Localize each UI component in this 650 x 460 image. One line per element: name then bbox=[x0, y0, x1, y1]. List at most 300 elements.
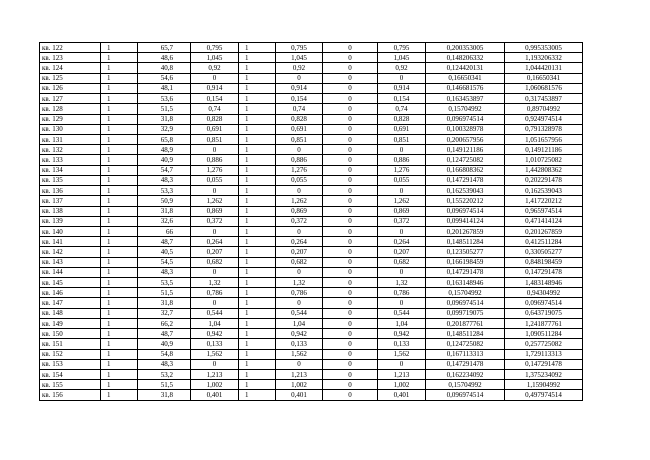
table-cell: 32,6 bbox=[138, 216, 191, 226]
table-cell: 1 bbox=[101, 83, 138, 93]
table-row bbox=[40, 257, 583, 267]
table-cell: 0 bbox=[191, 186, 239, 196]
table-cell: 0,162539043 bbox=[426, 186, 505, 196]
table-cell: 1 bbox=[101, 186, 138, 196]
table-cell: 1,262 bbox=[276, 196, 323, 206]
table-cell: 1,044420131 bbox=[505, 63, 583, 73]
table-row bbox=[40, 165, 583, 175]
table-cell: 0,643719075 bbox=[505, 308, 583, 318]
table-cell: 0,147291478 bbox=[505, 267, 583, 277]
table-row bbox=[40, 63, 583, 73]
table-cell: 0,096974514 bbox=[426, 114, 505, 124]
table-cell: 0,166198459 bbox=[426, 257, 505, 267]
table-cell: 1,442808362 bbox=[505, 165, 583, 175]
table-cell: 1 bbox=[239, 124, 276, 134]
table-cell: кв. 152 bbox=[40, 349, 101, 359]
table-cell: 0,257725082 bbox=[505, 339, 583, 349]
table-cell: 0,317453897 bbox=[505, 94, 583, 104]
table-cell: 1 bbox=[239, 216, 276, 226]
table-cell: 1 bbox=[101, 196, 138, 206]
table-cell: 0,154 bbox=[378, 94, 426, 104]
table-cell: 1,276 bbox=[378, 165, 426, 175]
table-cell: 1 bbox=[239, 134, 276, 144]
table-cell: 1 bbox=[239, 257, 276, 267]
table-cell: 1 bbox=[239, 380, 276, 390]
table-cell: 0,942 bbox=[378, 329, 426, 339]
table-cell: 0,795 bbox=[276, 43, 323, 53]
table-cell: кв. 122 bbox=[40, 43, 101, 53]
table-cell: 1,193206332 bbox=[505, 53, 583, 63]
table-cell: 0 bbox=[276, 267, 323, 277]
table-row bbox=[40, 370, 583, 380]
table-cell: 0 bbox=[323, 339, 378, 349]
table-cell: кв. 134 bbox=[40, 165, 101, 175]
table-cell: 0,147291478 bbox=[426, 359, 505, 369]
table-cell: 1 bbox=[239, 94, 276, 104]
table-cell: 0,124725082 bbox=[426, 339, 505, 349]
table-cell: 0,133 bbox=[378, 339, 426, 349]
table-cell: 0,155220212 bbox=[426, 196, 505, 206]
table-cell: 0,886 bbox=[378, 155, 426, 165]
table-cell: кв. 133 bbox=[40, 155, 101, 165]
table-cell: 0 bbox=[323, 145, 378, 155]
table-cell: 0,133 bbox=[191, 339, 239, 349]
table-cell: 0,691 bbox=[191, 124, 239, 134]
table-cell: 0 bbox=[323, 370, 378, 380]
table-row bbox=[40, 124, 583, 134]
table-cell: 1,051657956 bbox=[505, 134, 583, 144]
table-row bbox=[40, 196, 583, 206]
table-cell: 0,264 bbox=[191, 237, 239, 247]
table-cell: 0,786 bbox=[276, 288, 323, 298]
table-cell: 0,691 bbox=[276, 124, 323, 134]
table-cell: 0,200353005 bbox=[426, 43, 505, 53]
table-cell: 51,5 bbox=[138, 104, 191, 114]
table-cell: 1,562 bbox=[276, 349, 323, 359]
table-cell: 1 bbox=[239, 114, 276, 124]
table-cell: 0 bbox=[323, 226, 378, 236]
table-cell: 1 bbox=[101, 380, 138, 390]
table-cell: 48,1 bbox=[138, 83, 191, 93]
table-cell: кв. 139 bbox=[40, 216, 101, 226]
table-cell: 1 bbox=[239, 247, 276, 257]
table-cell: 0 bbox=[323, 53, 378, 63]
table-cell: 1,213 bbox=[276, 370, 323, 380]
table-cell: 0,965974514 bbox=[505, 206, 583, 216]
table-cell: 1,010725082 bbox=[505, 155, 583, 165]
table-cell: 0,15704992 bbox=[426, 104, 505, 114]
table-cell: 1 bbox=[101, 165, 138, 175]
table-cell: 1,045 bbox=[191, 53, 239, 63]
table-row bbox=[40, 186, 583, 196]
table-cell: 0 bbox=[378, 145, 426, 155]
table-cell: 0,330505277 bbox=[505, 247, 583, 257]
table-cell: 0,163148946 bbox=[426, 278, 505, 288]
table-cell: 0,147291478 bbox=[426, 267, 505, 277]
table-cell: кв. 125 bbox=[40, 73, 101, 83]
table-cell: 0,200657956 bbox=[426, 134, 505, 144]
table-row bbox=[40, 318, 583, 328]
table-cell: 0,401 bbox=[191, 390, 239, 400]
table-cell: 48,7 bbox=[138, 329, 191, 339]
table-cell: 0 bbox=[323, 186, 378, 196]
table-cell: 1 bbox=[101, 318, 138, 328]
table-cell: кв. 156 bbox=[40, 390, 101, 400]
table-cell: 0 bbox=[323, 288, 378, 298]
table-cell: 0,372 bbox=[276, 216, 323, 226]
table-cell: 0 bbox=[323, 175, 378, 185]
table-cell: 1 bbox=[101, 359, 138, 369]
table-cell: 0,207 bbox=[276, 247, 323, 257]
table-cell: 1 bbox=[101, 206, 138, 216]
table-cell: 0,869 bbox=[276, 206, 323, 216]
apartment-table bbox=[39, 42, 583, 401]
table-cell: 0,166808362 bbox=[426, 165, 505, 175]
table-cell: 0,202291478 bbox=[505, 175, 583, 185]
table-row bbox=[40, 390, 583, 400]
table-cell: 0,124725082 bbox=[426, 155, 505, 165]
table-row bbox=[40, 175, 583, 185]
table-cell: 1 bbox=[239, 104, 276, 114]
table-cell: 0,942 bbox=[191, 329, 239, 339]
table-cell: 0,154 bbox=[276, 94, 323, 104]
table-cell: 1 bbox=[101, 237, 138, 247]
table-cell: 1,32 bbox=[191, 278, 239, 288]
table-cell: 1 bbox=[239, 278, 276, 288]
table-cell: 0,264 bbox=[276, 237, 323, 247]
table-cell: кв. 155 bbox=[40, 380, 101, 390]
table-cell: 0 bbox=[323, 83, 378, 93]
table-cell: 1 bbox=[239, 63, 276, 73]
table-cell: 0 bbox=[276, 73, 323, 83]
table-row bbox=[40, 134, 583, 144]
table-cell: 0,412511284 bbox=[505, 237, 583, 247]
table-cell: 1 bbox=[101, 145, 138, 155]
table-cell: 0,096974514 bbox=[426, 298, 505, 308]
table-cell: 0,92 bbox=[191, 63, 239, 73]
table-cell: 48,9 bbox=[138, 145, 191, 155]
table-cell: 1,15904992 bbox=[505, 380, 583, 390]
table-cell: кв. 146 bbox=[40, 288, 101, 298]
table-cell: 0,147291478 bbox=[505, 359, 583, 369]
table-cell: 1 bbox=[239, 339, 276, 349]
table-row bbox=[40, 349, 583, 359]
table-cell: 40,9 bbox=[138, 155, 191, 165]
table-cell: 0,148511284 bbox=[426, 237, 505, 247]
table-cell: 0,544 bbox=[191, 308, 239, 318]
table-cell: 0 bbox=[276, 298, 323, 308]
table-cell: 0 bbox=[323, 380, 378, 390]
table-cell: 48,3 bbox=[138, 175, 191, 185]
table-cell: 65,7 bbox=[138, 43, 191, 53]
table-cell: кв. 135 bbox=[40, 175, 101, 185]
table-cell: 0,544 bbox=[378, 308, 426, 318]
table-cell: кв. 148 bbox=[40, 308, 101, 318]
table-cell: 1,262 bbox=[191, 196, 239, 206]
table-row bbox=[40, 267, 583, 277]
table-cell: 1 bbox=[239, 359, 276, 369]
table-cell: 0,100328978 bbox=[426, 124, 505, 134]
table-cell: 0,096974514 bbox=[505, 298, 583, 308]
table-cell: 0 bbox=[378, 359, 426, 369]
table-cell: кв. 142 bbox=[40, 247, 101, 257]
table-cell: 0,682 bbox=[191, 257, 239, 267]
table-cell: 1,262 bbox=[378, 196, 426, 206]
table-cell: 0 bbox=[323, 114, 378, 124]
table-cell: 0 bbox=[323, 134, 378, 144]
table-cell: 0,869 bbox=[191, 206, 239, 216]
table-cell: 0,16650341 bbox=[505, 73, 583, 83]
table-cell: 1 bbox=[101, 134, 138, 144]
table-cell: кв. 144 bbox=[40, 267, 101, 277]
table-row bbox=[40, 216, 583, 226]
table-cell: 0,828 bbox=[191, 114, 239, 124]
table-cell: 0,544 bbox=[276, 308, 323, 318]
table-cell: 0 bbox=[323, 63, 378, 73]
table-row bbox=[40, 53, 583, 63]
table-cell: 1 bbox=[101, 63, 138, 73]
table-cell: 1 bbox=[101, 226, 138, 236]
table-cell: 1 bbox=[239, 308, 276, 318]
table-cell: кв. 138 bbox=[40, 206, 101, 216]
table-cell: 1 bbox=[101, 104, 138, 114]
table-cell: 0,201267859 bbox=[426, 226, 505, 236]
table-cell: 1,32 bbox=[378, 278, 426, 288]
table-cell: 0 bbox=[323, 298, 378, 308]
table-row bbox=[40, 247, 583, 257]
table-cell: 1 bbox=[101, 114, 138, 124]
table-cell: 0,201877761 bbox=[426, 318, 505, 328]
table-cell: 0,786 bbox=[191, 288, 239, 298]
table-cell: 0,828 bbox=[378, 114, 426, 124]
table-cell: 66 bbox=[138, 226, 191, 236]
table-cell: 1 bbox=[101, 278, 138, 288]
table-cell: 1 bbox=[101, 370, 138, 380]
table-cell: 0,869 bbox=[378, 206, 426, 216]
table-cell: 0 bbox=[276, 226, 323, 236]
table-cell: 1 bbox=[239, 237, 276, 247]
table-cell: 0,201267859 bbox=[505, 226, 583, 236]
table-cell: 0 bbox=[323, 359, 378, 369]
table-cell: 0 bbox=[323, 257, 378, 267]
table-cell: кв. 123 bbox=[40, 53, 101, 63]
table-cell: 0 bbox=[323, 267, 378, 277]
table-cell: 0 bbox=[323, 124, 378, 134]
table-cell: 0,92 bbox=[378, 63, 426, 73]
table-cell: 1 bbox=[101, 339, 138, 349]
table-cell: 0,148511284 bbox=[426, 329, 505, 339]
table-cell: 1 bbox=[239, 155, 276, 165]
table-cell: 0 bbox=[276, 145, 323, 155]
table-cell: 1,002 bbox=[191, 380, 239, 390]
table-cell: 0,264 bbox=[378, 237, 426, 247]
table-cell: 0 bbox=[323, 247, 378, 257]
table-cell: 0,15704992 bbox=[426, 288, 505, 298]
table-cell: 1 bbox=[101, 216, 138, 226]
table-cell: 1,276 bbox=[276, 165, 323, 175]
table-cell: 1 bbox=[101, 288, 138, 298]
table-cell: 54,6 bbox=[138, 73, 191, 83]
table-cell: 0,096974514 bbox=[426, 206, 505, 216]
table-cell: 0,162539043 bbox=[505, 186, 583, 196]
table-cell: 0 bbox=[378, 298, 426, 308]
table-cell: 1 bbox=[239, 145, 276, 155]
table-cell: 0,851 bbox=[191, 134, 239, 144]
table-cell: 0 bbox=[378, 73, 426, 83]
table-cell: 0,924974514 bbox=[505, 114, 583, 124]
table-cell: 0,682 bbox=[378, 257, 426, 267]
table-row bbox=[40, 308, 583, 318]
table-cell: 0,16650341 bbox=[426, 73, 505, 83]
table-cell: кв. 154 bbox=[40, 370, 101, 380]
table-cell: 1 bbox=[239, 83, 276, 93]
table-cell: кв. 136 bbox=[40, 186, 101, 196]
table-cell: 0 bbox=[323, 390, 378, 400]
table-cell: 1,002 bbox=[378, 380, 426, 390]
table-cell: 1 bbox=[101, 73, 138, 83]
table-cell: 0,74 bbox=[276, 104, 323, 114]
table-cell: кв. 149 bbox=[40, 318, 101, 328]
table-cell: 1,04 bbox=[191, 318, 239, 328]
table-cell: кв. 153 bbox=[40, 359, 101, 369]
table-cell: 0,055 bbox=[378, 175, 426, 185]
table-cell: 0,055 bbox=[276, 175, 323, 185]
table-cell: 53,3 bbox=[138, 186, 191, 196]
table-cell: 0 bbox=[378, 267, 426, 277]
table-cell: 1 bbox=[101, 267, 138, 277]
table-cell: 0 bbox=[191, 298, 239, 308]
table-row bbox=[40, 94, 583, 104]
table-cell: 0,791328978 bbox=[505, 124, 583, 134]
table-cell: 0,133 bbox=[276, 339, 323, 349]
table-cell: 1 bbox=[239, 349, 276, 359]
table-cell: 0,123505277 bbox=[426, 247, 505, 257]
table-cell: 0,497974514 bbox=[505, 390, 583, 400]
table-cell: 1,04 bbox=[276, 318, 323, 328]
table-cell: 0,691 bbox=[378, 124, 426, 134]
table-row bbox=[40, 145, 583, 155]
table-cell: 1 bbox=[239, 165, 276, 175]
table-cell: 0 bbox=[323, 155, 378, 165]
table-cell: 1,241877761 bbox=[505, 318, 583, 328]
table-cell: 1,045 bbox=[378, 53, 426, 63]
table-cell: 0,401 bbox=[378, 390, 426, 400]
table-cell: 48,7 bbox=[138, 237, 191, 247]
table-cell: кв. 128 bbox=[40, 104, 101, 114]
table-cell: 1 bbox=[239, 329, 276, 339]
table-cell: 0,786 bbox=[378, 288, 426, 298]
table-cell: 48,3 bbox=[138, 359, 191, 369]
table-cell: 66,2 bbox=[138, 318, 191, 328]
table-cell: 1,562 bbox=[191, 349, 239, 359]
table-cell: 31,8 bbox=[138, 390, 191, 400]
table-cell: 0 bbox=[191, 145, 239, 155]
table-cell: 1 bbox=[101, 298, 138, 308]
table-cell: 0,914 bbox=[191, 83, 239, 93]
table-cell: 0 bbox=[323, 94, 378, 104]
table-cell: 0,795 bbox=[378, 43, 426, 53]
table-cell: 0,886 bbox=[276, 155, 323, 165]
table-cell: 65,8 bbox=[138, 134, 191, 144]
table-cell: 1,213 bbox=[378, 370, 426, 380]
table-cell: 0,096974514 bbox=[426, 390, 505, 400]
table-cell: 48,3 bbox=[138, 267, 191, 277]
table-cell: 1 bbox=[101, 349, 138, 359]
table-cell: 1 bbox=[239, 43, 276, 53]
table-cell: 0 bbox=[323, 206, 378, 216]
table-cell: 0,162234092 bbox=[426, 370, 505, 380]
table-cell: 1 bbox=[101, 94, 138, 104]
table-cell: 0,149121186 bbox=[505, 145, 583, 155]
table-cell: 0 bbox=[378, 226, 426, 236]
table-cell: 0,795 bbox=[191, 43, 239, 53]
table-cell: 0 bbox=[323, 318, 378, 328]
table-cell: 0,372 bbox=[191, 216, 239, 226]
table-cell: 31,8 bbox=[138, 114, 191, 124]
table-cell: 0,94304992 bbox=[505, 288, 583, 298]
table-cell: 0,207 bbox=[378, 247, 426, 257]
table-row bbox=[40, 359, 583, 369]
table-cell: 0 bbox=[323, 165, 378, 175]
table-cell: 1 bbox=[101, 247, 138, 257]
table-cell: 0,372 bbox=[378, 216, 426, 226]
table-cell: 0,207 bbox=[191, 247, 239, 257]
table-cell: 50,9 bbox=[138, 196, 191, 206]
table-cell: 40,8 bbox=[138, 63, 191, 73]
table-cell: 0 bbox=[276, 359, 323, 369]
table-cell: 53,6 bbox=[138, 94, 191, 104]
table-cell: 53,5 bbox=[138, 278, 191, 288]
table-cell: 0,148206332 bbox=[426, 53, 505, 63]
table-cell: 0,099719075 bbox=[426, 308, 505, 318]
table-cell: кв. 145 bbox=[40, 278, 101, 288]
table-cell: 1 bbox=[101, 155, 138, 165]
table-cell: 1 bbox=[101, 43, 138, 53]
table-cell: 0 bbox=[323, 278, 378, 288]
table-row bbox=[40, 298, 583, 308]
table-row bbox=[40, 380, 583, 390]
table-cell: 48,6 bbox=[138, 53, 191, 63]
table-cell: 0,146681576 bbox=[426, 83, 505, 93]
table-cell: 0,682 bbox=[276, 257, 323, 267]
table-cell: 1 bbox=[239, 390, 276, 400]
table-cell: 32,9 bbox=[138, 124, 191, 134]
table-cell: 1 bbox=[101, 124, 138, 134]
table-cell: 1,045 bbox=[276, 53, 323, 63]
table-cell: 1,002 bbox=[276, 380, 323, 390]
table-cell: кв. 129 bbox=[40, 114, 101, 124]
table-cell: 51,5 bbox=[138, 288, 191, 298]
table-cell: 1 bbox=[239, 298, 276, 308]
table-cell: 0,149121186 bbox=[426, 145, 505, 155]
table-row bbox=[40, 288, 583, 298]
table-cell: 0 bbox=[378, 186, 426, 196]
table-cell: 1 bbox=[101, 329, 138, 339]
table-cell: 1,060681576 bbox=[505, 83, 583, 93]
table-row bbox=[40, 73, 583, 83]
table-cell: кв. 147 bbox=[40, 298, 101, 308]
table-cell: 40,5 bbox=[138, 247, 191, 257]
table-cell: 0 bbox=[323, 73, 378, 83]
table-cell: кв. 150 bbox=[40, 329, 101, 339]
table-row bbox=[40, 43, 583, 53]
table-cell: кв. 131 bbox=[40, 134, 101, 144]
table-cell: 0,124420131 bbox=[426, 63, 505, 73]
table-body bbox=[40, 43, 583, 401]
table-cell: 1,04 bbox=[378, 318, 426, 328]
table-cell: 0 bbox=[191, 73, 239, 83]
table-cell: 1,562 bbox=[378, 349, 426, 359]
